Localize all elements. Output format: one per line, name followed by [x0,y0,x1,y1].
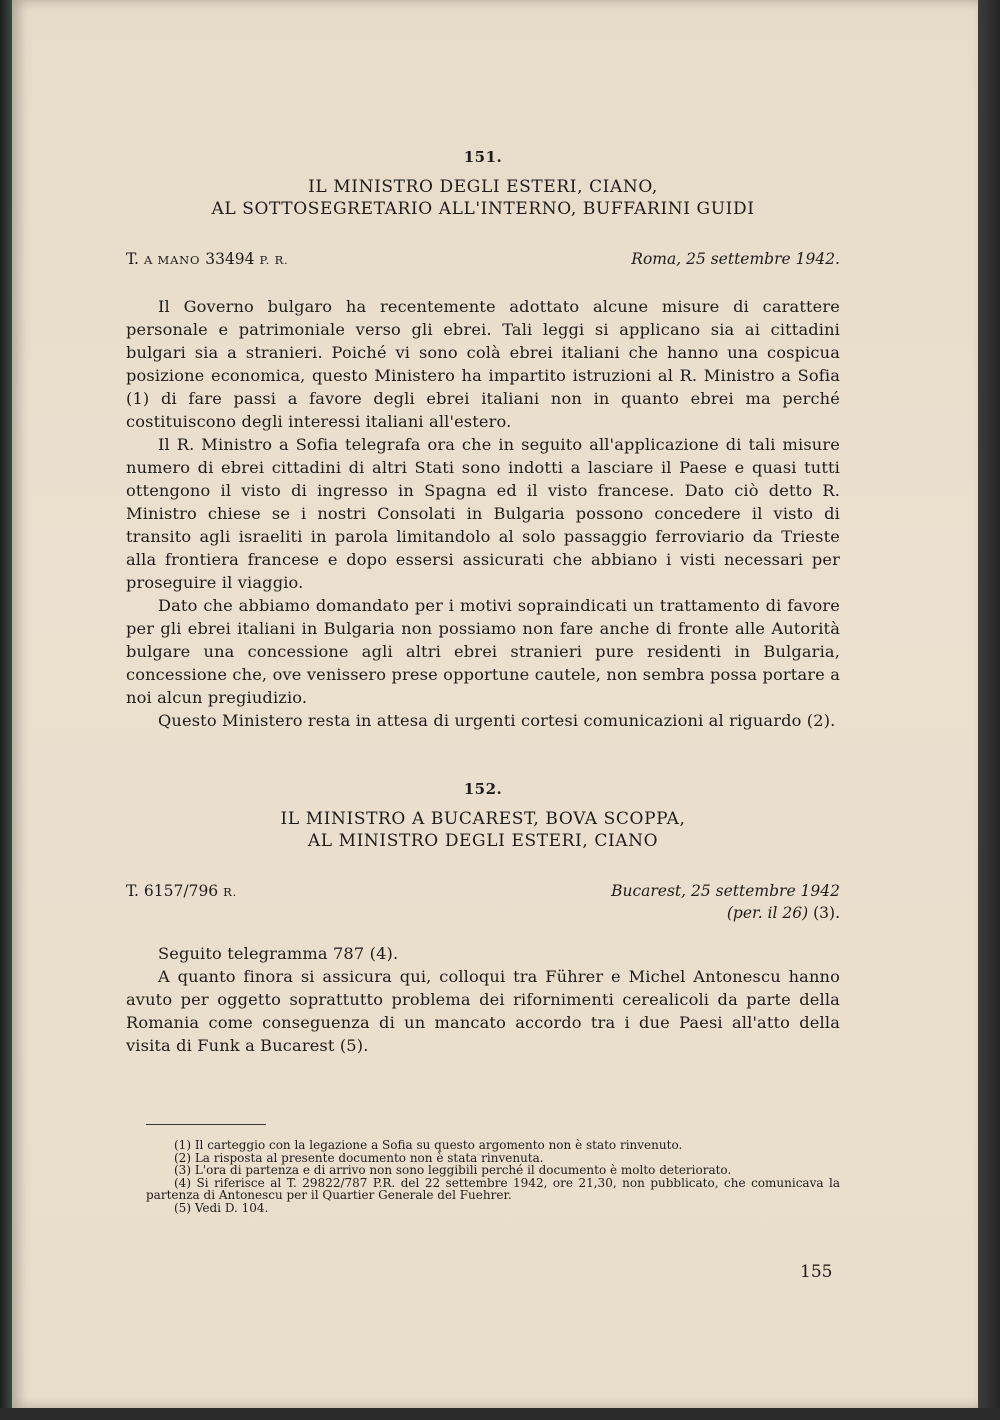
doc-152-paragraph: A quanto finora si assicura qui, colloqui tra Führer e Michel Antonescu hanno avuto per oggetto soprattutto problema dei rifornimenti cerealicoli da parte della Romania come conseguenza di un mancato accordo tra i due Paesi all'atto della visita di Funk a Bucarest (5). [126,967,840,1055]
doc-152-reference [126,880,237,924]
doc-152-arrival-line [611,902,840,924]
doc-151-number: 151. [463,148,503,166]
footnote: (4) Si riferisce al T. 29822/787 P.R. del 22 settembre 1942, ore 21,30, non pubblicato, che comunicava la partenza di Antonescu per il Quartier Generale del Fuehrer. [146,1175,840,1202]
doc-151-reference [126,248,289,271]
page-number: 155 [800,1262,833,1282]
footnote: (2) La risposta al presente documento non è stata rinvenuta. [174,1150,544,1165]
page-edge [978,0,1000,1420]
doc-152-arrival: (per. il 26) [726,904,809,922]
footnote: (1) Il carteggio con la legazione a Sofia su questo argomento non è stato rinvenuto. [174,1138,683,1152]
doc-151-paragraph: Il Governo bulgaro ha recentemente adottato alcune misure di carattere personale e patrimoniale verso gli ebrei. Tali leggi si applicano sia ai cittadini bulgari sia a stranieri. Poiché vi sono colà ebrei italiani che hanno una cospicua posizione economica, questo Ministero ha impartito istruzioni al R. Ministro a Sofia (1) di fare passi a favore degli ebrei italiani non in quanto ebrei ma perché costituiscono degli interessi italiani all'estero. [126,297,840,431]
doc-152-ref-prefix: T. 6157/796 [126,882,219,900]
footnote: (3) L'ora di partenza e di arrivo non sono leggibili perché il documento è molto deteriorato. [174,1163,732,1177]
footnote-rule [146,1124,266,1125]
page-content [126,148,840,1057]
doc-152-meta [126,880,840,924]
doc-151-ref-suffix: P. R. [259,253,289,267]
doc-151-meta [126,248,840,271]
doc-151-paragraph: Il R. Ministro a Sofia telegrafa ora che in seguito all'applicazione di tali misure numero di ebrei cittadini di altri Stati sono indotti a lasciare il Paese e quasi tutti ottengono il visto di ingresso in Spagna ed il visto francese. Dato ciò detto R. Ministro chiese se i nostri Consolati in Bulgaria possono concedere il visto di transito agli israeliti in parola limitandolo al solo passaggio ferroviario da Trieste alla frontiera francese e dopo essersi assicurati che abbiano i visti necessari per proseguire il viaggio. [126,435,840,592]
doc-152-body [126,942,840,1057]
doc-151-heading-line2: AL SOTTOSEGRETARIO ALL'INTERNO, BUFFARINI GUIDI [211,199,755,219]
book-binding [0,0,12,1420]
doc-152-paragraph: Seguito telegramma 787 (4). [158,944,399,963]
footnotes [146,1124,840,1214]
doc-152-ref-suffix: R. [223,885,238,899]
footnote: (5) Vedi D. 104. [174,1200,269,1215]
doc-151-ref-num: 33494 [205,250,255,268]
doc-151-paragraph: Dato che abbiamo domandato per i motivi sopraindicati un trattamento di favore per gli ebrei italiani in Bulgaria non possiamo non fare anche di fronte alle Autorità bulgare una concessione agli altri ebrei stranieri pure residenti in Bulgaria, concessione che, ove venissero prese opportune cautele, non sembra possa portare a noi alcun pregiudizio. [126,596,840,707]
doc-152-heading-line2: AL MINISTRO DEGLI ESTERI, CIANO [307,831,659,851]
doc-151-ref-prefix: T. [126,250,139,268]
doc-152-number: 152. [463,780,503,798]
doc-152-place-date: Bucarest, 25 settembre 1942 [611,882,840,900]
bottom-edge [0,1408,1000,1420]
doc-151-ref-manual: A MANO [143,253,201,267]
doc-151-place-date: Roma, 25 settembre 1942. [631,250,840,268]
doc-152-place-date-block [611,880,840,924]
doc-152-arrival-note: (3). [813,904,840,922]
doc-151-body [126,295,840,732]
doc-151-heading-line1: IL MINISTRO DEGLI ESTERI, CIANO, [308,177,658,197]
doc-152-heading-line1: IL MINISTRO A BUCAREST, BOVA SCOPPA, [280,809,686,829]
doc-151-paragraph: Questo Ministero resta in attesa di urgenti cortesi comunicazioni al riguardo (2). [158,711,836,730]
